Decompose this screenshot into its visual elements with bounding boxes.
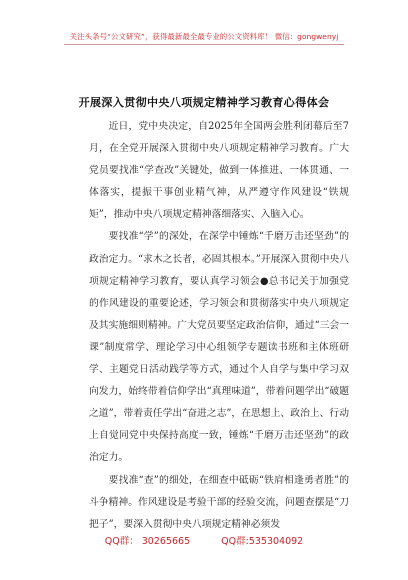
header-banner: 关注头条号“公文研究”，获得最新最全最专业的公文资料库！ 微信：gongwenyj: [69, 32, 339, 41]
footer-qq-group-1: QQ群： 30265665: [104, 536, 191, 547]
paragraph: 要找准“学”的深处，在深学中锤炼“千磨万击还坚劲”的政治定力。“求木之长者，必固其根本。”开展深入贯彻中央八项规定精神学习教育，要认真学习领会●总书记关于加强党的作风建设的重要论述，学习领会和贯彻落实中央八项规定及其实施细则精神。广大党员要坚定政治信仰，通过“三会一课”制度常学、理论学习中心组领学专题读书班和主体班研学、主题党日活动践学等方式，通过个人自学与集中学习双向发力，始终带着信仰学出“真理味道”，带着问题学出“破题之道”，带着责任学出“奋进之志”，在思想上、政治上、行动上自觉同党中央保持高度一致，锤炼“千磨万击还坚劲”的政治定力。: [89, 231, 349, 464]
header-divider: [64, 44, 344, 45]
document-body: [89, 116, 349, 536]
paragraph: 要找准“查”的细处，在细查中砥砺“铁肩相逢勇者胜”的斗争精神。作风建设是考验干部的经验交流，问题查摆是“刀把子”，要深入贯彻中央八项规定精神必须发: [89, 474, 349, 530]
footer-qq-group-2: QQ群:535304092: [221, 536, 304, 547]
paragraph: 近日，党中央决定，自2025年全国两会胜利闭幕后至7月，在全党开展深入贯彻中央八项规定精神学习教育。广大党员要找准“学查改”关键处，做到一体推进、一体贯通、一体落实，提振干事创业精气神，从严遵守作风建设“铁规矩”，推动中央八项规定精神落细落实、入脑入心。: [89, 121, 349, 221]
footer-qq-groups: [0, 533, 408, 547]
document-title: 开展深入贯彻中央八项规定精神学习教育心得体会: [78, 96, 330, 109]
